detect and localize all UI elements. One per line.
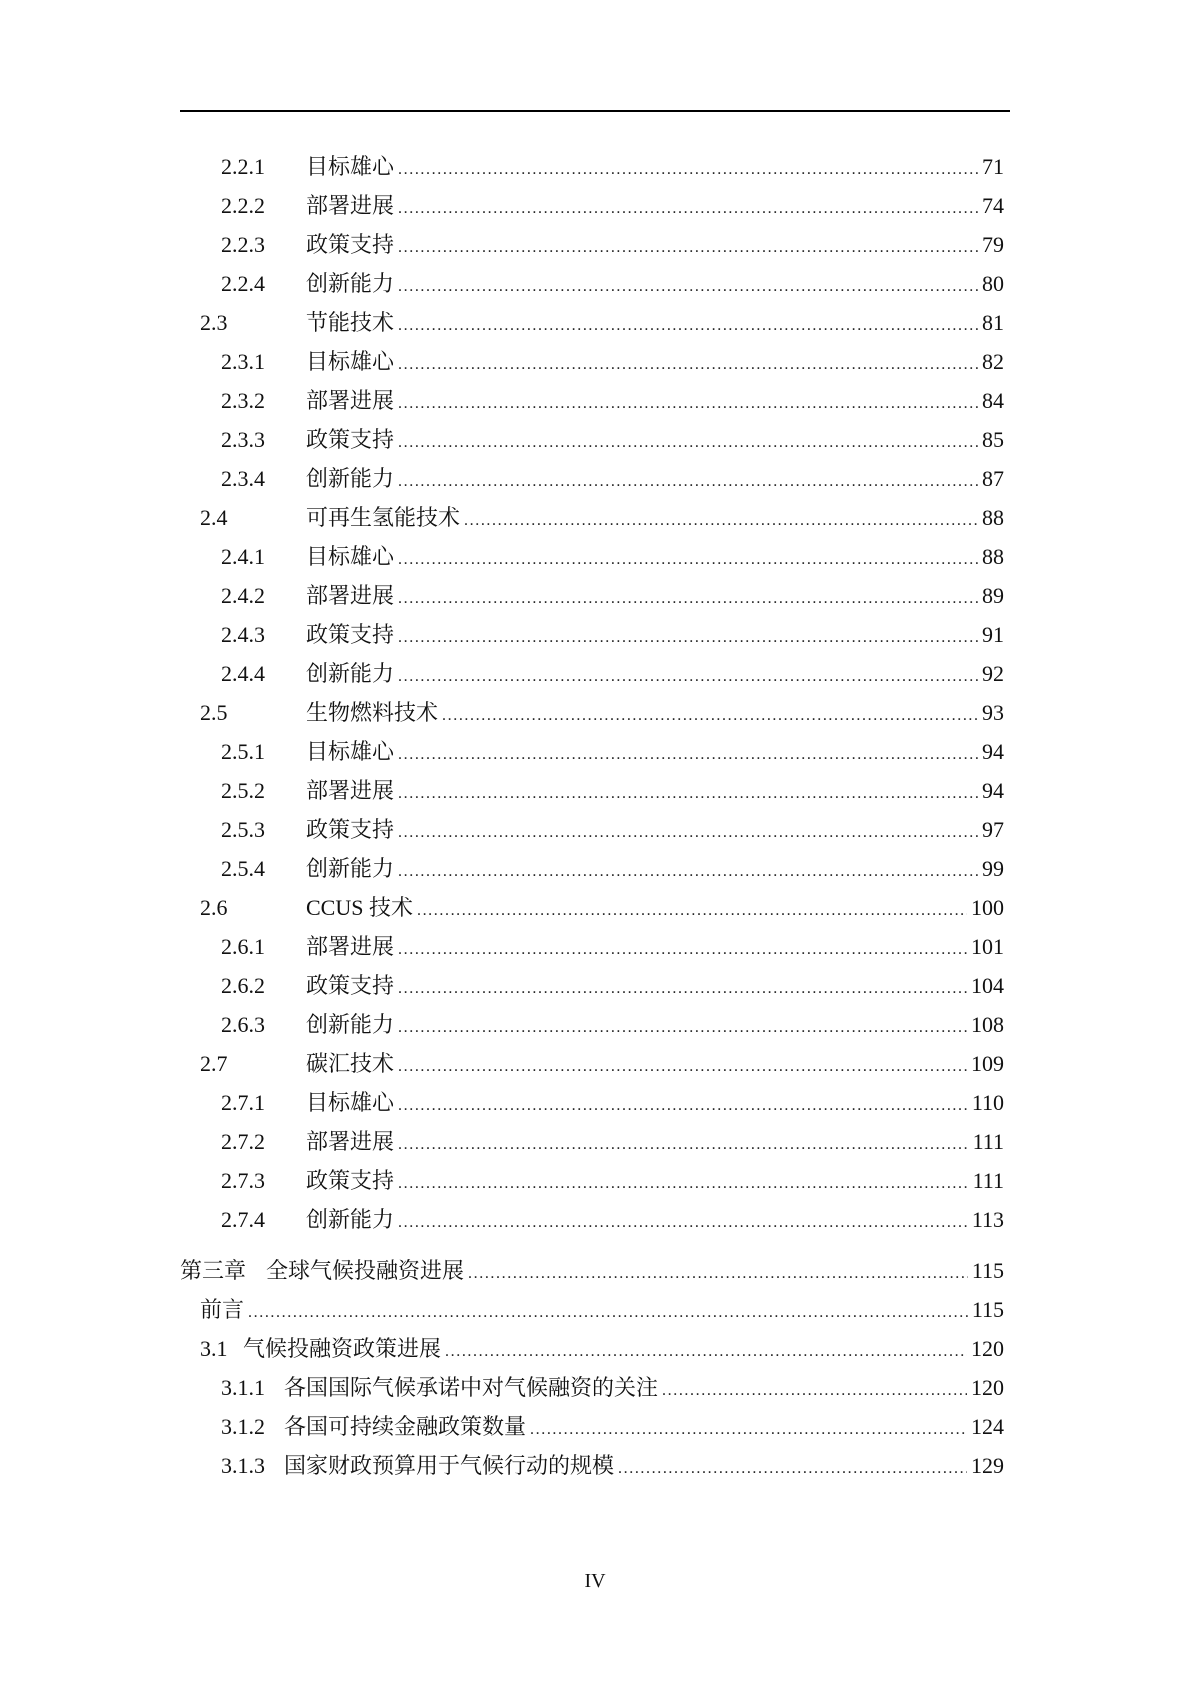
toc-entry-page-number: 74 [982, 193, 1004, 218]
toc-entry[interactable] [0, 1203, 1190, 1237]
toc-entry[interactable] [0, 696, 1190, 730]
page-number-footer: IV [584, 1570, 606, 1592]
toc-entry[interactable] [0, 1449, 1190, 1483]
toc-entry-page-number: 94 [982, 778, 1004, 803]
toc-entry-title[interactable]: 可再生氢能技术 [306, 505, 461, 530]
toc-entry[interactable] [0, 267, 1190, 301]
toc-entry-number: 3.1.1 [221, 1375, 265, 1400]
toc-entry-page-number: 120 [971, 1336, 1004, 1361]
toc-entry-number: 2.6.3 [221, 1012, 265, 1037]
dot-leader [398, 972, 967, 1006]
toc-entry-title[interactable]: 全球气候投融资进展 [266, 1258, 465, 1283]
toc-entry-number: 2.4.2 [221, 583, 265, 608]
header-rule [180, 110, 1010, 112]
toc-entry-title[interactable]: 国家财政预算用于气候行动的规模 [284, 1453, 615, 1478]
toc-entry-number: 2.4.3 [221, 622, 265, 647]
toc-entry[interactable] [0, 306, 1190, 340]
toc-entry[interactable] [0, 1047, 1190, 1081]
toc-entry-title[interactable]: 目标雄心 [306, 739, 395, 764]
toc-entry[interactable] [0, 1410, 1190, 1444]
toc-entry-page-number: 82 [982, 349, 1004, 374]
toc-entry[interactable] [0, 618, 1190, 652]
toc-entry-number: 2.7.1 [221, 1090, 265, 1115]
toc-entry-page-number: 88 [982, 544, 1004, 569]
toc-entry-title[interactable]: 创新能力 [306, 661, 395, 686]
toc-entry-page-number: 129 [971, 1453, 1004, 1478]
toc-entry[interactable] [0, 657, 1190, 691]
toc-entry-number: 2.4.1 [221, 544, 265, 569]
dot-leader [398, 1089, 968, 1123]
toc-entry[interactable] [0, 930, 1190, 964]
dot-leader [398, 348, 978, 382]
toc-entry-title[interactable]: 各国可持续金融政策数量 [284, 1414, 527, 1439]
toc-entry-page-number: 124 [971, 1414, 1004, 1439]
toc-entry-page-number: 111 [972, 1168, 1004, 1193]
toc-entry-number: 2.5.2 [221, 778, 265, 803]
toc-entry[interactable] [0, 423, 1190, 457]
dot-leader [398, 1050, 967, 1084]
dot-leader [398, 192, 978, 226]
dot-leader [398, 933, 967, 967]
toc-entry-title[interactable]: 各国国际气候承诺中对气候融资的关注 [284, 1375, 659, 1400]
toc-entry-number: 第三章 [180, 1258, 247, 1283]
toc-entry[interactable] [0, 384, 1190, 418]
toc-entry-number: 3.1 [200, 1336, 228, 1361]
toc-entry[interactable] [0, 1254, 1190, 1288]
toc-entry[interactable] [0, 1371, 1190, 1405]
toc-entry-page-number: 108 [971, 1012, 1004, 1037]
toc-entry-page-number: 91 [982, 622, 1004, 647]
toc-entry-title[interactable]: CCUS 技术 [306, 895, 413, 920]
toc-entry-page-number: 111 [972, 1129, 1004, 1154]
toc-entry-number: 2.2.1 [221, 154, 265, 179]
toc-entry-page-number: 99 [982, 856, 1004, 881]
toc-entry[interactable] [0, 579, 1190, 613]
toc-entry[interactable] [0, 501, 1190, 535]
toc-entry-page-number: 89 [982, 583, 1004, 608]
toc-entry-page-number: 110 [971, 1090, 1004, 1115]
dot-leader [398, 1206, 968, 1240]
toc-entry-number: 2.7.3 [221, 1168, 265, 1193]
toc-entry-title[interactable]: 政策支持 [306, 622, 395, 647]
toc-entry-title[interactable]: 政策支持 [306, 817, 395, 842]
toc-entry-title[interactable]: 政策支持 [306, 973, 395, 998]
dot-leader [398, 855, 978, 889]
dot-leader [398, 621, 978, 655]
toc-entry-number: 3.1.2 [221, 1414, 265, 1439]
toc-entry-number: 2.2.4 [221, 271, 265, 296]
toc-entry-title[interactable]: 前言 [200, 1297, 245, 1322]
toc-entry-number: 2.5.4 [221, 856, 265, 881]
dot-leader [398, 660, 978, 694]
toc-entry-number: 2.7.4 [221, 1207, 265, 1232]
toc-entry-title[interactable]: 创新能力 [306, 856, 395, 881]
toc-entry-number: 2.2.3 [221, 232, 265, 257]
toc-entry-title[interactable]: 部署进展 [306, 583, 395, 608]
toc-entry-number: 2.5.3 [221, 817, 265, 842]
toc-entry-title[interactable]: 目标雄心 [306, 349, 395, 374]
toc-entry-page-number: 87 [982, 466, 1004, 491]
dot-leader [662, 1374, 967, 1408]
dot-leader [398, 153, 978, 187]
toc-entry-title[interactable]: 生物燃料技术 [306, 700, 439, 725]
toc-entry-title[interactable]: 部署进展 [306, 388, 395, 413]
dot-leader [398, 387, 978, 421]
toc-entry-page-number: 101 [971, 934, 1004, 959]
toc-entry[interactable] [0, 150, 1190, 184]
toc-entry[interactable] [0, 735, 1190, 769]
toc-entry[interactable] [0, 1332, 1190, 1366]
dot-leader [398, 1011, 967, 1045]
toc-entry[interactable] [0, 1086, 1190, 1120]
toc-entry-page-number: 92 [982, 661, 1004, 686]
dot-leader [398, 582, 978, 616]
dot-leader [464, 504, 978, 538]
dot-leader [398, 465, 978, 499]
toc-entry-page-number: 115 [971, 1297, 1004, 1322]
toc-entry-title[interactable]: 创新能力 [306, 271, 395, 296]
toc-entry-title[interactable]: 部署进展 [306, 193, 395, 218]
toc-entry-number: 2.7 [200, 1051, 228, 1076]
toc-entry-title[interactable]: 部署进展 [306, 778, 395, 803]
dot-leader [398, 270, 978, 304]
toc-entry-page-number: 109 [971, 1051, 1004, 1076]
toc-entry[interactable] [0, 891, 1190, 925]
toc-entry[interactable] [0, 345, 1190, 379]
dot-leader [398, 426, 978, 460]
toc-entry[interactable] [0, 813, 1190, 847]
dot-leader [398, 1167, 969, 1201]
toc-entry-number: 2.5 [200, 700, 228, 725]
toc-entry[interactable] [0, 969, 1190, 1003]
toc-entry-page-number: 88 [982, 505, 1004, 530]
toc-entry-number: 2.6.1 [221, 934, 265, 959]
toc-entry-page-number: 84 [982, 388, 1004, 413]
toc-entry[interactable] [0, 1164, 1190, 1198]
toc-entry-title[interactable]: 节能技术 [306, 310, 395, 335]
toc-entry-page-number: 71 [982, 154, 1004, 179]
toc-entry-page-number: 100 [971, 895, 1004, 920]
toc-entry-page-number: 94 [982, 739, 1004, 764]
dot-leader [248, 1296, 968, 1330]
toc-entry[interactable] [0, 1008, 1190, 1042]
toc-entry-page-number: 104 [971, 973, 1004, 998]
toc-entry[interactable] [0, 462, 1190, 496]
toc-entry[interactable] [0, 228, 1190, 262]
toc-entry[interactable] [0, 189, 1190, 223]
dot-leader [530, 1413, 967, 1447]
toc-entry-title[interactable]: 政策支持 [306, 232, 395, 257]
dot-leader [442, 699, 978, 733]
dot-leader [398, 777, 978, 811]
dot-leader [398, 816, 978, 850]
toc-entry-number: 2.6 [200, 895, 228, 920]
toc-entry-title[interactable]: 部署进展 [306, 934, 395, 959]
toc-entry-page-number: 115 [971, 1258, 1004, 1283]
dot-leader [445, 1335, 967, 1369]
dot-leader [398, 309, 978, 343]
toc-entry-title[interactable]: 气候投融资政策进展 [243, 1336, 442, 1361]
toc-entry-number: 2.3.4 [221, 466, 265, 491]
toc-entry-number: 3.1.3 [221, 1453, 265, 1478]
toc-entry-page-number: 113 [971, 1207, 1004, 1232]
toc-entry-title[interactable]: 碳汇技术 [306, 1051, 395, 1076]
toc-entry-number: 2.4.4 [221, 661, 265, 686]
dot-leader [398, 231, 978, 265]
toc-entry[interactable] [0, 540, 1190, 574]
toc-entry-number: 2.7.2 [221, 1129, 265, 1154]
toc-entry-title[interactable]: 创新能力 [306, 1012, 395, 1037]
toc-entry-page-number: 81 [982, 310, 1004, 335]
toc-entry-title[interactable]: 目标雄心 [306, 1090, 395, 1115]
toc-entry[interactable] [0, 1125, 1190, 1159]
dot-leader [398, 543, 978, 577]
toc-entry[interactable] [0, 852, 1190, 886]
toc-entry-title[interactable]: 创新能力 [306, 1207, 395, 1232]
toc-entry-page-number: 79 [982, 232, 1004, 257]
toc-entry-number: 2.4 [200, 505, 228, 530]
toc-entry-title[interactable]: 目标雄心 [306, 544, 395, 569]
toc-entry-title[interactable]: 政策支持 [306, 427, 395, 452]
toc-entry-title[interactable]: 部署进展 [306, 1129, 395, 1154]
toc-entry-title[interactable]: 目标雄心 [306, 154, 395, 179]
toc-entry-number: 2.5.1 [221, 739, 265, 764]
toc-entry[interactable] [0, 774, 1190, 808]
toc-entry-number: 2.3.3 [221, 427, 265, 452]
toc-entry-number: 2.2.2 [221, 193, 265, 218]
toc-entry[interactable] [0, 1293, 1190, 1327]
toc-entry-page-number: 80 [982, 271, 1004, 296]
toc-entry-number: 2.3.1 [221, 349, 265, 374]
toc-entry-title[interactable]: 政策支持 [306, 1168, 395, 1193]
dot-leader [398, 1128, 969, 1162]
toc-entry-number: 2.3.2 [221, 388, 265, 413]
toc-entry-page-number: 97 [982, 817, 1004, 842]
dot-leader [618, 1452, 967, 1486]
toc-entry-number: 2.3 [200, 310, 228, 335]
toc-entry-page-number: 85 [982, 427, 1004, 452]
toc-entry-page-number: 93 [982, 700, 1004, 725]
dot-leader [417, 894, 967, 928]
toc-entry-page-number: 120 [971, 1375, 1004, 1400]
toc-entry-title[interactable]: 创新能力 [306, 466, 395, 491]
dot-leader [398, 738, 978, 772]
dot-leader [468, 1257, 968, 1291]
toc-entry-number: 2.6.2 [221, 973, 265, 998]
